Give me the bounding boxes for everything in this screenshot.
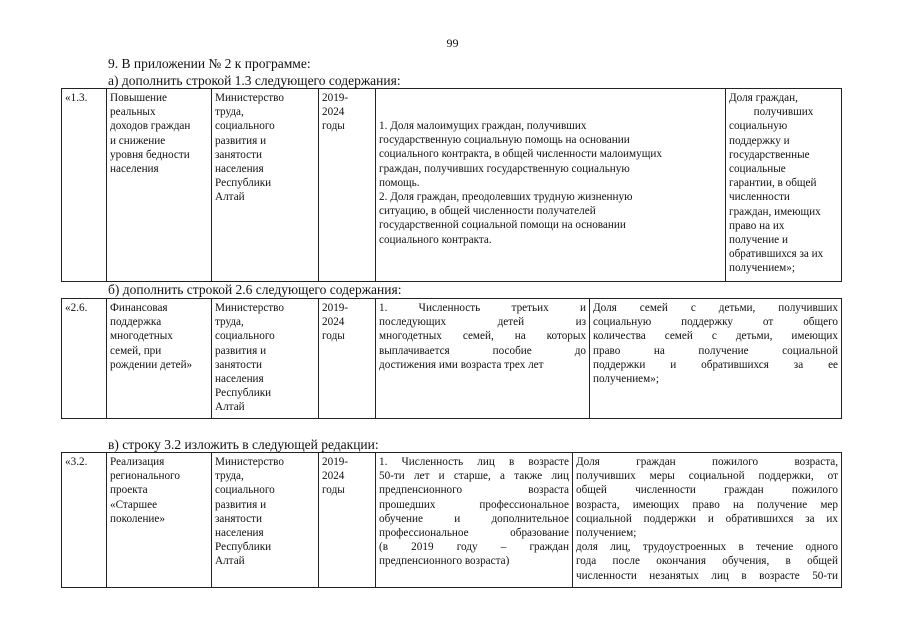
indicator-line: предпенсионного возраста: [379, 484, 569, 497]
row-number-cell: [62, 89, 107, 282]
table-row-2-6: [61, 298, 842, 419]
executor-line: Министерство: [215, 456, 284, 468]
result-line: получением»;: [729, 262, 795, 275]
executor-line: труда,: [215, 470, 244, 483]
result-cell: [573, 453, 842, 588]
result-line: право на получение социальной: [593, 344, 838, 357]
indicators-cell: [376, 89, 726, 282]
measure-name-cell: [107, 453, 212, 588]
indicator-line: государственную социальную помощь на основании: [379, 134, 630, 147]
indicator-line: социального контракта.: [379, 233, 492, 246]
years-line: годы: [322, 120, 345, 133]
result-line: количества семей с детьми, имеющих: [593, 330, 838, 343]
result-line: обратившихся за их: [729, 248, 824, 261]
table-row: [62, 453, 842, 588]
result-line: граждан, имеющих: [729, 205, 821, 218]
result-cell: [726, 89, 842, 282]
years-cell: [319, 453, 376, 588]
indicators-cell: [376, 453, 573, 588]
indicator-line: 1. Численность лиц в возрасте: [379, 456, 569, 468]
result-line: поддержку и: [729, 134, 790, 147]
executor-line: социального: [215, 484, 275, 497]
executor-cell: [212, 453, 319, 588]
indicator-line: многодетных семей, на которых: [379, 330, 586, 343]
years-line: 2024: [322, 106, 345, 119]
indicator-line: достижения ими возраста трех лет: [379, 358, 544, 371]
result-line: Доля семей с детьми, получивших: [593, 302, 838, 314]
table-row-1-3: [61, 88, 842, 282]
result-line: численности: [729, 191, 790, 204]
measure-line: регионального: [110, 470, 180, 483]
executor-line: труда,: [215, 106, 244, 119]
measure-name-cell: [107, 299, 212, 419]
executor-line: занятости: [215, 148, 262, 161]
executor-line: социального: [215, 120, 275, 133]
executor-line: развития и: [215, 134, 267, 147]
executor-line: Алтай: [215, 191, 245, 204]
result-line: получивших меры социальной поддержки, от: [576, 470, 838, 483]
indicator-line: последующих детей из: [379, 316, 586, 329]
result-line: года после окончания обучения, в общей: [576, 555, 838, 568]
result-cell: [590, 299, 842, 419]
result-line: возраста, имеющих право на получение мер: [576, 498, 838, 511]
result-line: получение и: [729, 234, 788, 247]
row-number: «2.6.: [65, 302, 88, 314]
executor-cell: [212, 89, 319, 282]
row-number-cell: [62, 299, 107, 419]
indicator-line: 50-ти лет и старше, а также лиц: [379, 470, 569, 483]
executor-line: населения: [215, 163, 264, 176]
table-row-3-2: [61, 452, 842, 588]
table-row: [62, 89, 842, 282]
indicator-line: (в 2019 году – граждан: [379, 541, 569, 554]
years-line: 2019-: [322, 302, 349, 314]
measure-line: «Старшее: [110, 498, 158, 511]
result-line: гарантии, в общей: [729, 177, 817, 190]
result-line: социальную: [729, 120, 788, 133]
table-row: [62, 299, 842, 419]
measure-line: поддержка: [110, 316, 162, 329]
measure-line: семей, при: [110, 344, 162, 357]
executor-line: Министерство: [215, 92, 284, 104]
executor-line: Министерство: [215, 302, 284, 314]
row-number-cell: [62, 453, 107, 588]
amendment-heading: 9. В приложении № 2 к программе:: [108, 56, 311, 71]
executor-line: Алтай: [215, 401, 245, 414]
indicator-line: обучение и дополнительное: [379, 512, 569, 525]
indicator-line: социального контракта, в общей численности малоимущих: [379, 148, 662, 161]
indicator-line: предпенсионного возраста): [379, 555, 510, 568]
executor-line: развития и: [215, 344, 267, 357]
result-line: право на их: [729, 219, 785, 232]
executor-line: социального: [215, 330, 275, 343]
years-cell: [319, 89, 376, 282]
measure-line: и снижение: [110, 134, 166, 147]
years-line: годы: [322, 330, 345, 343]
section-a-title: а) дополнить строкой 1.3 следующего содержания:: [108, 73, 401, 88]
executor-line: Республики: [215, 177, 272, 190]
measure-line: Повышение: [110, 92, 167, 104]
years-line: 2024: [322, 316, 345, 329]
years-line: 2024: [322, 470, 345, 483]
result-line: социальную поддержку от общего: [593, 316, 838, 329]
years-cell: [319, 299, 376, 419]
measure-line: населения: [110, 163, 159, 176]
indicator-line: государственной социальной помощи на основании: [379, 219, 626, 232]
section-b-title: б) дополнить строкой 2.6 следующего содержания:: [108, 282, 402, 297]
years-line: 2019-: [322, 92, 349, 104]
measure-line: многодетных: [110, 330, 173, 343]
row-number: «1.3.: [65, 92, 88, 104]
indicator-line: помощь.: [379, 176, 420, 189]
measure-line: рождении детей»: [110, 358, 193, 371]
years-line: годы: [322, 484, 345, 497]
indicators-cell: [376, 299, 590, 419]
result-line: социальной поддержки и обратившихся за их: [576, 512, 838, 525]
executor-line: Республики: [215, 541, 272, 554]
executor-line: Алтай: [215, 555, 245, 568]
measure-line: Финансовая: [110, 302, 168, 314]
executor-cell: [212, 299, 319, 419]
measure-line: поколение»: [110, 512, 165, 525]
result-line: получением;: [576, 527, 637, 540]
measure-line: проекта: [110, 484, 148, 497]
indicator-line: 1. Численность третьих и: [379, 302, 586, 314]
indicator-line: 1. Доля малоимущих граждан, получивших: [379, 120, 587, 132]
executor-line: населения: [215, 527, 264, 540]
indicator-line: профессиональное образование: [379, 527, 569, 540]
section-c-title: в) строку 3.2 изложить в следующей редакции:: [108, 437, 379, 452]
indicator-line: ситуацию, в общей численности получателей: [379, 205, 596, 218]
indicator-line: граждан, получивших государственную социальную: [379, 162, 630, 175]
executor-line: Республики: [215, 387, 272, 400]
executor-line: развития и: [215, 498, 267, 511]
result-line: получивших: [753, 106, 814, 119]
measure-name-cell: [107, 89, 212, 282]
indicator-line: прошедших профессиональное: [379, 498, 569, 511]
indicator-line: выплачивается пособие до: [379, 344, 586, 357]
result-line: поддержки и обратившихся за ее: [593, 358, 838, 371]
result-line: численности незанятых лиц в возрасте 50-ти: [576, 569, 838, 582]
executor-line: занятости: [215, 512, 262, 525]
result-line: социальные: [729, 163, 786, 176]
executor-line: занятости: [215, 358, 262, 371]
result-line: Доля граждан,: [729, 92, 798, 104]
executor-line: труда,: [215, 316, 244, 329]
indicator-line: 2. Доля граждан, преодолевших трудную жизненную: [379, 191, 633, 204]
result-line: получением»;: [593, 373, 659, 386]
result-line: Доля граждан пожилого возраста,: [576, 456, 838, 468]
measure-line: Реализация: [110, 456, 165, 468]
result-line: государственные: [729, 148, 810, 161]
measure-line: доходов граждан: [110, 120, 191, 133]
row-number: «3.2.: [65, 456, 88, 468]
measure-line: уровня бедности: [110, 148, 190, 161]
years-line: 2019-: [322, 456, 349, 468]
page-number: 99: [446, 36, 459, 50]
measure-line: реальных: [110, 106, 156, 119]
result-line: доля лиц, трудоустроенных в течение одного: [576, 541, 838, 554]
result-line: общей численности граждан пожилого: [576, 484, 838, 497]
executor-line: населения: [215, 373, 264, 386]
